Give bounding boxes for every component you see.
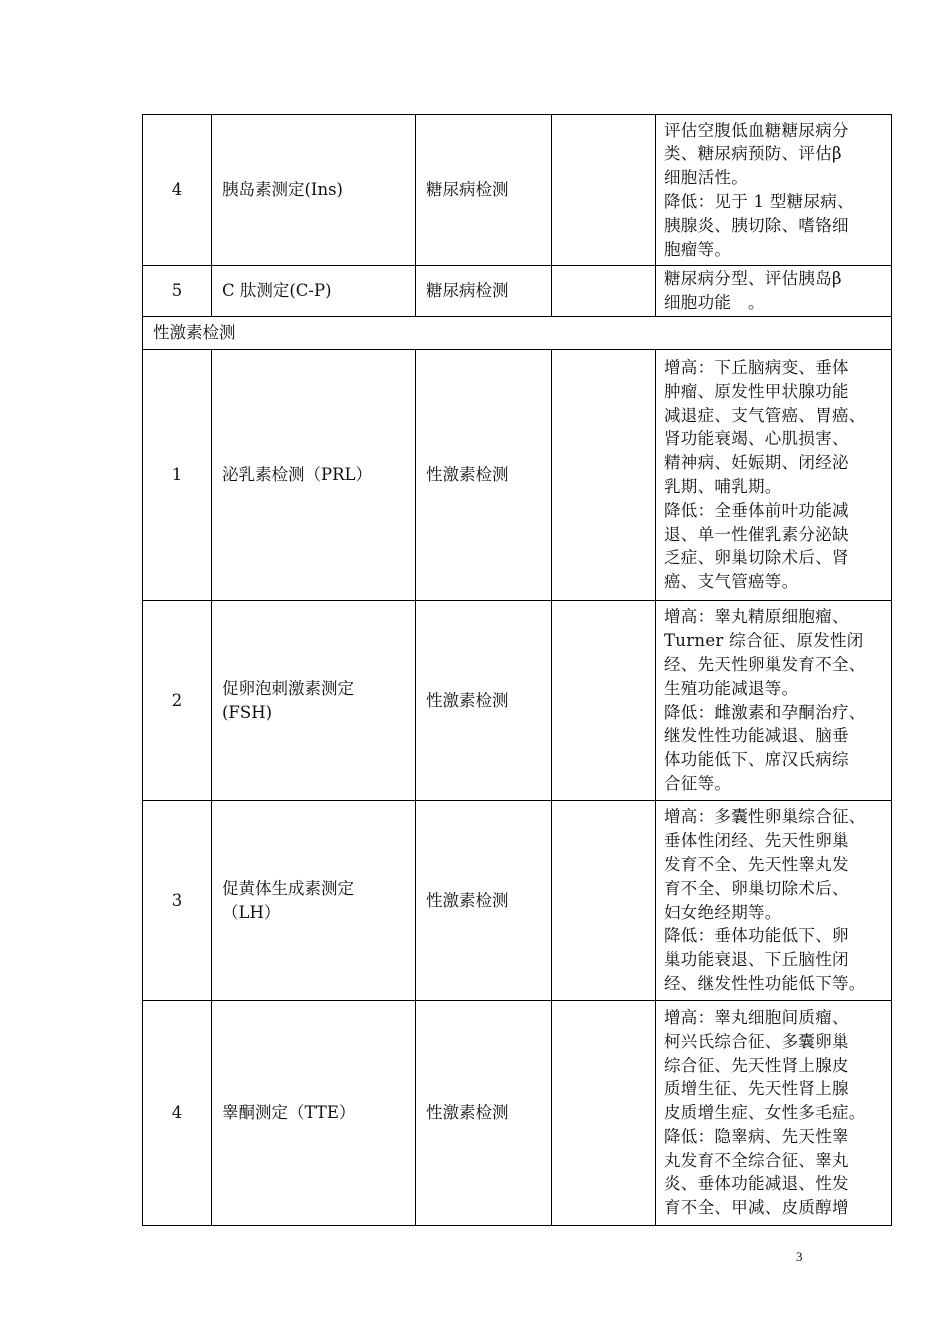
- item-name-line: 泌乳素检测（PRL）: [222, 465, 372, 485]
- item-number: 2: [143, 601, 212, 801]
- significance-line: 育不全、甲减、皮质醇增: [664, 1198, 849, 1218]
- page-number: 3: [796, 1249, 803, 1264]
- item-name-line: 睾酮测定（TTE）: [222, 1103, 356, 1123]
- significance-line: Turner 综合征、原发性闭: [664, 631, 864, 651]
- significance-line: 增高：多囊性卵巢综合征、: [664, 807, 866, 827]
- significance-line: 胞瘤等。: [664, 239, 732, 259]
- item-name: [212, 350, 416, 601]
- significance-line: 胰腺炎、胰切除、嗜铬细: [664, 215, 849, 235]
- item-name-line: 胰岛素测定(Ins): [222, 180, 343, 200]
- clinical-significance: [656, 350, 892, 601]
- significance-line: 精神病、妊娠期、闭经泌: [664, 453, 849, 473]
- significance-line: 肿瘤、原发性甲状腺功能: [664, 381, 849, 401]
- significance-line: 退、单一性催乳素分泌缺: [664, 524, 849, 544]
- item-category: 性激素检测: [416, 1001, 552, 1226]
- significance-line: 继发性性功能减退、脑垂: [664, 726, 849, 746]
- clinical-significance: [656, 801, 892, 1001]
- item-number: 5: [143, 266, 212, 317]
- significance-line: 肾功能衰竭、心肌损害、: [664, 429, 849, 449]
- clinical-significance: [656, 115, 892, 266]
- significance-line: 降低：见于 1 型糖尿病、: [664, 192, 854, 211]
- significance-line: 综合征、先天性肾上腺皮: [664, 1055, 849, 1075]
- item-category: 性激素检测: [416, 350, 552, 601]
- table-row: [143, 601, 892, 801]
- item-name: [212, 115, 416, 266]
- significance-line: 体功能低下、席汉氏病综: [664, 750, 849, 770]
- significance-line: 炎、垂体功能减退、性发: [664, 1174, 849, 1194]
- significance-line: 生殖功能减退等。: [664, 678, 799, 698]
- significance-line: 降低：全垂体前叶功能减: [664, 500, 849, 520]
- item-name-line: 促黄体生成素测定: [222, 878, 354, 898]
- table-row: [143, 1001, 892, 1226]
- item-extra: [552, 115, 656, 266]
- item-number: 4: [143, 1001, 212, 1226]
- significance-line: 细胞功能 。: [664, 293, 765, 312]
- item-name: [212, 266, 416, 317]
- significance-line: 发育不全、先天性睾丸发: [664, 854, 849, 874]
- significance-line: 丸发育不全综合征、睾丸: [664, 1150, 849, 1170]
- significance-line: 经、继发性性功能低下等。: [664, 973, 866, 993]
- significance-line: 降低：雌激素和孕酮治疗、: [664, 702, 866, 722]
- significance-line: 增高：睾丸精原细胞瘤、: [664, 607, 849, 627]
- clinical-significance: [656, 601, 892, 801]
- significance-line: 减退症、支气管癌、胃癌、: [664, 405, 866, 425]
- item-name: [212, 1001, 416, 1226]
- significance-line: 癌、支气管癌等。: [664, 572, 799, 592]
- item-name-line: 促卵泡刺激素测定: [222, 678, 354, 698]
- significance-line: 类、糖尿病预防、评估β: [664, 144, 842, 164]
- item-extra: [552, 1001, 656, 1226]
- item-name: [212, 601, 416, 801]
- item-category: 性激素检测: [416, 601, 552, 801]
- clinical-significance: [656, 1001, 892, 1226]
- significance-line: 柯兴氏综合征、多囊卵巢: [664, 1031, 849, 1051]
- significance-line: 质增生征、先天性肾上腺: [664, 1079, 849, 1099]
- table-row: [143, 115, 892, 266]
- significance-line: 增高：下丘脑病变、垂体: [664, 358, 849, 378]
- significance-line: 降低：隐睾病、先天性睾: [664, 1126, 849, 1146]
- item-name-line: （LH）: [222, 902, 281, 922]
- item-name-line: (FSH): [222, 702, 273, 722]
- item-category: 糖尿病检测: [416, 115, 552, 266]
- significance-line: 评估空腹低血糖糖尿病分: [664, 120, 849, 140]
- item-extra: [552, 601, 656, 801]
- table-row: [143, 350, 892, 601]
- significance-line: 育不全、卵巢切除术后、: [664, 878, 849, 898]
- significance-line: 乳期、哺乳期。: [664, 477, 782, 496]
- section-header-row: [143, 317, 892, 350]
- significance-line: 皮质增生症、女性多毛症。: [664, 1103, 866, 1123]
- significance-line: 增高：睾丸细胞间质瘤、: [664, 1007, 849, 1027]
- significance-line: 巢功能衰退、下丘脑性闭: [664, 950, 849, 970]
- item-number: 4: [143, 115, 212, 266]
- significance-line: 细胞活性。: [664, 168, 748, 188]
- significance-line: 妇女绝经期等。: [664, 902, 782, 922]
- item-name: [212, 801, 416, 1001]
- table-row: [143, 266, 892, 317]
- item-category: 性激素检测: [416, 801, 552, 1001]
- item-category: 糖尿病检测: [416, 266, 552, 317]
- inspection-table: [142, 114, 892, 1226]
- item-number: 1: [143, 350, 212, 601]
- significance-line: 经、先天性卵巢发育不全、: [664, 654, 866, 674]
- significance-line: 垂体性闭经、先天性卵巢: [664, 831, 849, 851]
- item-extra: [552, 801, 656, 1001]
- significance-line: 降低：垂体功能低下、卵: [664, 926, 849, 946]
- table-body: [143, 115, 892, 1226]
- table-row: [143, 801, 892, 1001]
- item-number: 3: [143, 801, 212, 1001]
- item-name-line: C 肽测定(C-P): [222, 281, 332, 301]
- significance-line: 合征等。: [664, 773, 732, 793]
- item-extra: [552, 266, 656, 317]
- significance-line: 糖尿病分型、评估胰岛β: [664, 269, 842, 289]
- section-title: 性激素检测: [143, 317, 892, 350]
- clinical-significance: [656, 266, 892, 317]
- significance-line: 乏症、卵巢切除术后、肾: [664, 548, 849, 568]
- item-extra: [552, 350, 656, 601]
